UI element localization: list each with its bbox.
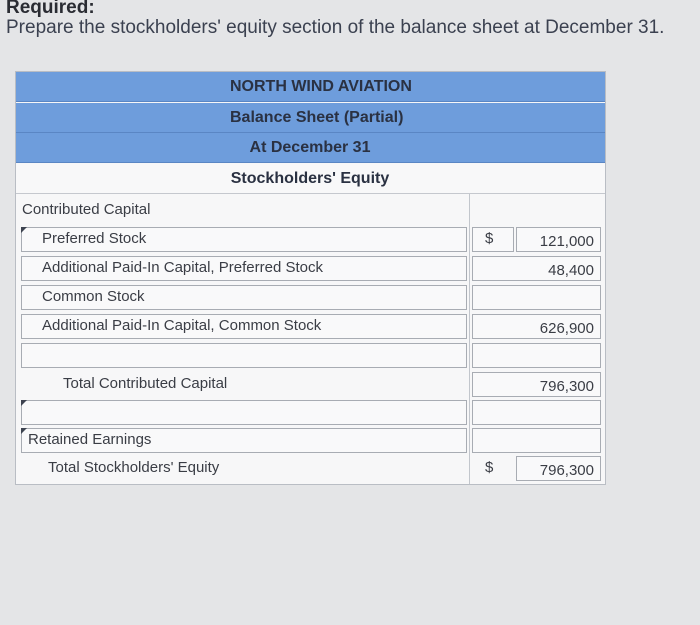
- table-row: [16, 370, 605, 399]
- amount-input-preferred-stock[interactable]: [516, 227, 601, 252]
- row-label: Contributed Capital: [22, 201, 151, 218]
- row-label: Total Contributed Capital: [63, 375, 228, 392]
- row-label: Common Stock: [42, 288, 145, 305]
- amount-value: 626,900: [539, 320, 594, 337]
- amount-value: 121,000: [539, 233, 594, 250]
- header-section-row: [16, 164, 605, 194]
- amount-input-apic-common[interactable]: [472, 314, 601, 339]
- header-title-row: [16, 103, 605, 133]
- table-row: [16, 426, 605, 455]
- amount-value: 48,400: [548, 262, 594, 279]
- table-row: [16, 196, 605, 225]
- required-heading: Required:: [6, 0, 95, 18]
- amount-input-total-contributed[interactable]: [472, 372, 601, 397]
- amount-input-blank-2[interactable]: [472, 400, 601, 425]
- account-select-blank-2[interactable]: [21, 400, 467, 425]
- currency-symbol: $: [485, 459, 494, 476]
- row-label: Preferred Stock: [42, 230, 147, 247]
- row-label: Total Stockholders' Equity: [48, 459, 220, 476]
- header-date-row: [16, 133, 605, 163]
- account-select-blank[interactable]: [21, 343, 467, 368]
- table-row: [16, 454, 605, 483]
- amount-value: 796,300: [539, 462, 594, 479]
- amount-input-retained-earnings[interactable]: [472, 428, 601, 453]
- header-company-row: [16, 72, 605, 102]
- currency-symbol: $: [485, 230, 494, 247]
- company-name: NORTH WIND AVIATION: [230, 78, 412, 95]
- amount-input-apic-preferred[interactable]: [472, 256, 601, 281]
- section-title: Stockholders' Equity: [230, 170, 390, 187]
- required-instruction: Prepare the stockholders' equity section of the balance sheet at December 31.: [6, 17, 665, 38]
- row-label: Retained Earnings: [28, 431, 152, 448]
- row-label: Additional Paid-In Capital, Preferred Stock: [42, 259, 323, 276]
- table-row: [16, 283, 605, 312]
- amount-input-total-equity[interactable]: [516, 456, 601, 481]
- table-row: [16, 398, 605, 427]
- statement-date: At December 31: [249, 139, 371, 156]
- table-row: [16, 225, 605, 254]
- table-row: [16, 254, 605, 283]
- table-row: [16, 312, 605, 341]
- amount-value: 796,300: [539, 378, 594, 395]
- row-label: Additional Paid-In Capital, Common Stock: [42, 317, 322, 334]
- amount-input-common-stock[interactable]: [472, 285, 601, 310]
- amount-input-blank[interactable]: [472, 343, 601, 368]
- statement-title: Balance Sheet (Partial): [230, 109, 404, 126]
- balance-sheet-table: [15, 71, 606, 485]
- table-row: [16, 341, 605, 370]
